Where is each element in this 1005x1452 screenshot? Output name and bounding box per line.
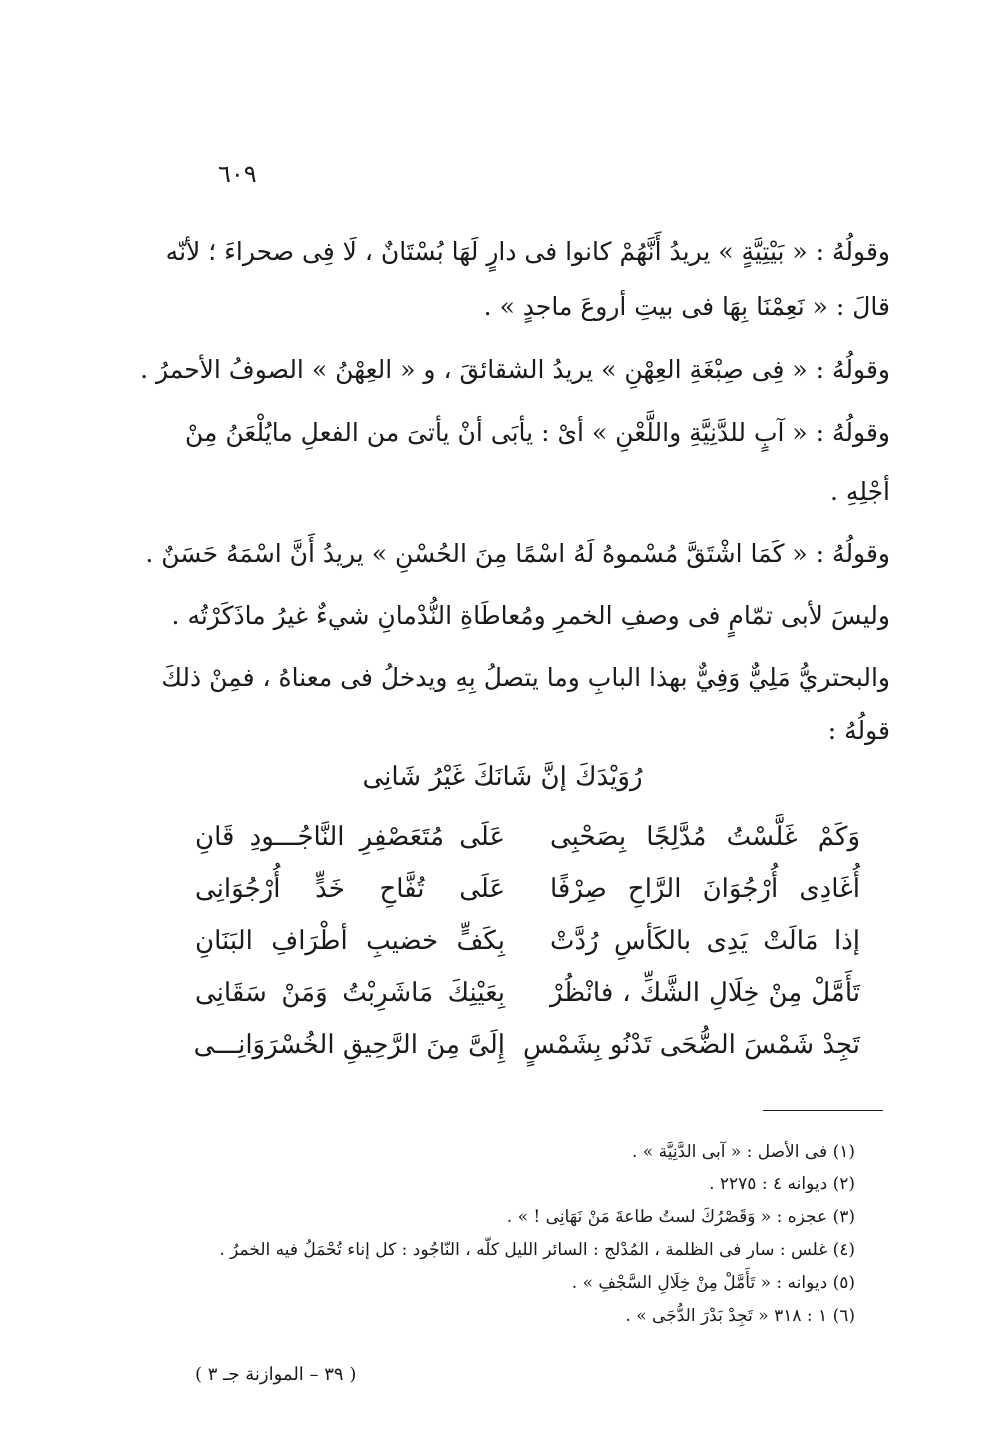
verse-row xyxy=(195,978,860,1022)
verse-row xyxy=(195,1030,860,1074)
paragraph-line-3: وقولُهُ : « فِى صِبْغَةِ العِهْنِ » يريدُ الشقائقَ ، و « العِهْنُ » الصوفُ الأحمرُ . xyxy=(140,355,890,384)
footnote: (١) فى الأصل : « آبى الدَّنِيَّة » . xyxy=(631,1142,855,1162)
verse-second-hemistich: إِلَىَّ مِنَ الرَّحِيقِ الخُسْرَوَانِـــى xyxy=(193,1030,505,1060)
signature-label: ( ٣٩ – الموازنة جـ ٣ ) xyxy=(195,1364,357,1385)
footnote: (٣) عجزه : « وَقَصْرُكَ لستُ طاعةَ مَنْ نَهَانِى ! » . xyxy=(506,1207,855,1227)
paragraph-line-2: قالَ : « نَعِمْنَا بِهَا فى بيتِ أروعَ ماجدٍ » . xyxy=(483,292,890,321)
footnote: (٦) ١ : ٣١٨ « تَجِدْ بَدْرَ الدُّجَى » . xyxy=(625,1306,855,1326)
paragraph-line-6: وقولُهُ : « كَمَا اشْتَقَّ مُسْموهُ لَهُ اسْمًا مِنَ الحُسْنِ » يريدُ أَنَّ اسْمَهُ حَسَنٌ . xyxy=(145,539,890,568)
footnote: (٥) ديوانه : « تَأَمَّلْ مِنْ خِلَالِ السَّجْفِ » . xyxy=(571,1273,855,1293)
poem-title: رُوَيْدَكَ إنَّ شَانَكَ غَيْرُ شَانِى xyxy=(362,762,643,792)
footnote-divider xyxy=(763,1110,883,1111)
page-number: ٦٠٩ xyxy=(218,160,257,188)
verse-first-hemistich: وَكَمْ غَلَّسْتُ مُدَّلِجًا بِصَحْبِى xyxy=(550,822,860,852)
verse-row xyxy=(195,874,860,918)
paragraph-line-8: والبحتريُّ مَلِيٌّ وَفِيٌّ بهذا البابِ وما يتصلُ بِهِ ويدخلُ فى معناهُ ، فمِنْ ذلكَ xyxy=(161,663,890,692)
verse-second-hemistich: بِعَيْنِكَ مَاشَرِبْتُ وَمَنْ سَقَانِى xyxy=(195,978,505,1008)
verse-first-hemistich: إذا مَالَتْ يَدِى بالكَأسِ رُدَّتْ xyxy=(550,926,860,956)
paragraph-line-1: وقولُهُ : « بَيْتِيَّةٍ » يريدُ أَنَّهُمْ كانوا فى دارٍ لَهَا بُسْتَانٌ ، لَا فِى صحراءَ ؛ لأنّه xyxy=(165,237,890,266)
verse-second-hemistich: بِكَفٍّ خضيبِ أطْرَافِ البَنَانِ xyxy=(195,926,505,956)
verse-second-hemistich: عَلَى مُتَعَصْفِرِ النَّاجُـــودِ قَانِ xyxy=(195,822,505,852)
verse-second-hemistich: عَلَى تُفَّاحِ خَدٍّ أُرْجُوَانِى xyxy=(195,874,505,904)
verse-row xyxy=(195,822,860,866)
paragraph-line-5: أجْلِهِ . xyxy=(830,477,890,506)
footnote: (٤) غلس : سار فى الظلمة ، المُدْلج : السائر الليل كلّه ، النّاجُود : كل إناء تُحْمَلُ فيه الخمرُ . xyxy=(219,1240,855,1260)
paragraph-line-9: قولُهُ : xyxy=(827,716,890,745)
verse-first-hemistich: أُغَادِى أُرْجُوَانَ الرَّاحِ صِرْفًا xyxy=(550,874,860,904)
paragraph-line-4: وقولُهُ : « آبٍ للدَّنِيَّةِ واللَّعْنِ » أىْ : يأبَى أنْ يأتىَ من الفعلِ مايُلْعَنُ مِنْ xyxy=(185,418,890,447)
verse-row xyxy=(195,926,860,970)
paragraph-line-7: وليسَ لأبى تمّامٍ فى وصفِ الخمرِ ومُعاطَاةِ النُّدْمانِ شيءٌ غيرُ ماذَكَرْتُه . xyxy=(171,601,890,630)
footnote: (٢) ديوانه ٤ : ٢٢٧٥ . xyxy=(709,1174,855,1194)
verse-first-hemistich: تَجِدْ شَمْسَ الضُّحَى تَدْنُو بِشَمْسٍ xyxy=(523,1030,860,1060)
verse-first-hemistich: تَأَمَّلْ مِنْ خِلَالِ الشَّكِّ ، فانْظُرْ xyxy=(550,978,860,1008)
